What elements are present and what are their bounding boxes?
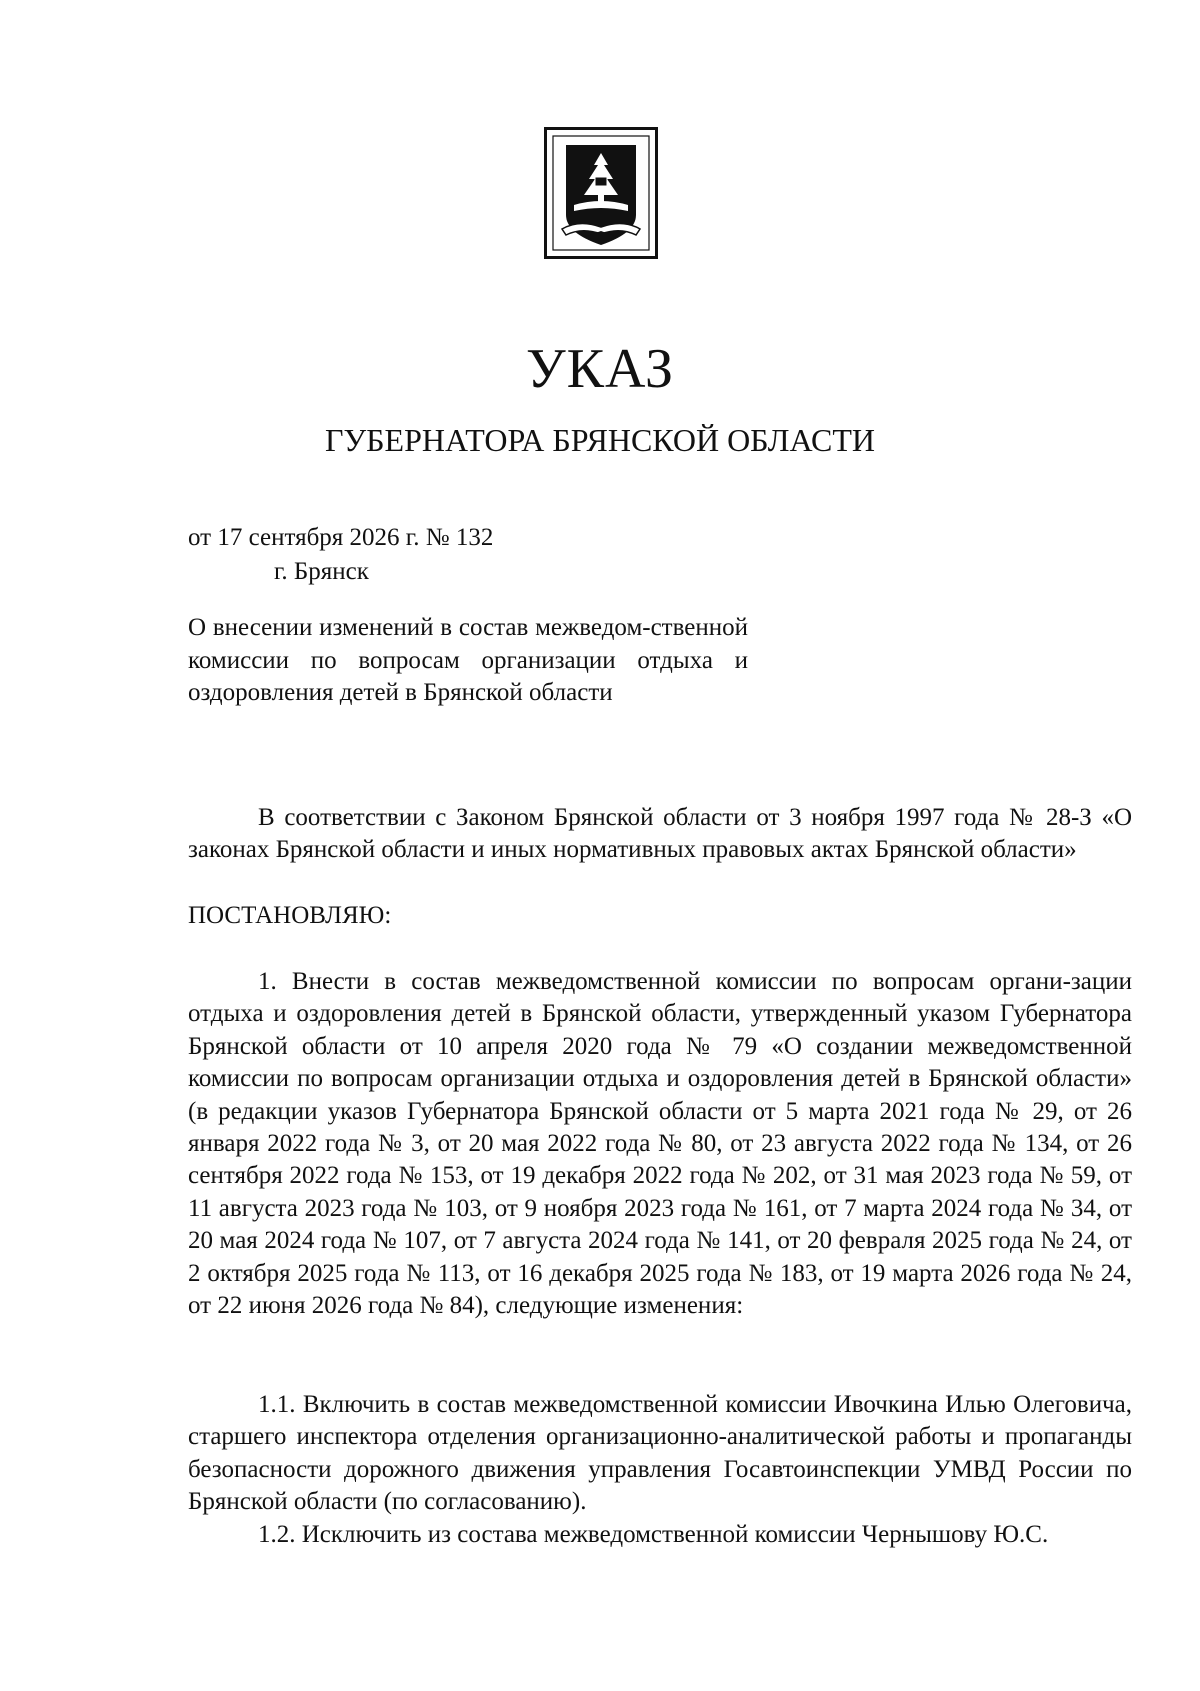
paragraph-1-2: 1.2. Исключить из состава межведомственной комиссии Чернышову Ю.С. <box>258 1521 1049 1548</box>
date-number: от 17 сентября 2026 г. № 132 <box>188 524 494 551</box>
city: г. Брянск <box>274 558 369 585</box>
document-subtitle: ГУБЕРНАТОРА БРЯНСКОЙ ОБЛАСТИ <box>325 422 875 458</box>
coat-of-arms-icon <box>544 127 658 259</box>
paragraph-1: 1. Внести в состав межведомственной комиссии по вопросам органи-зации отдыха и оздоровления детей в Брянской области, утвержденный указом Губернатора Брянской области от 10 апреля 2020 года № 79 «О создании межведомственной комиссии по вопросам организации отдыха и оздоровления детей в Брянской области» (в редакции указов Губернатора Брянской области от 5 марта 2021 года № 29, от 26 января 2022 года № 3, от 20 мая 2022 года № 80, от 23 августа 2022 года № 134, от 26 сентября 2022 года № 153, от 19 декабря 2022 года № 202, от 31 мая 2023 года № 59, от 11 августа 2023 года № 103, от 9 ноября 2023 года № 161, от 7 марта 2024 года № 34, от 20 мая 2024 года № 107, от 7 августа 2024 года № 141, от 20 февраля 2025 года № 24, от 2 октября 2025 года № 113, от 16 декабря 2025 года № 183, от 19 марта 2026 года № 24, от 22 июня 2026 года № 84), следующие изменения: <box>188 968 1132 1320</box>
decree-word: ПОСТАНОВЛЯЮ: <box>188 902 392 929</box>
intro-paragraph: В соответствии с Законом Брянской области от 3 ноября 1997 года № 28-З «О законах Брянской области и иных нормативных правовых актах Брянской области» <box>188 804 1132 864</box>
subject-heading: О внесении изменений в состав межведом-ственной комиссии по вопросам организации отдыха и оздоровления детей в Брянской области <box>188 614 748 706</box>
document-title: УКАЗ <box>525 338 675 400</box>
paragraph-1-1: 1.1. Включить в состав межведомственной комиссии Ивочкина Илью Олеговича, старшего инспектора отделения организационно-аналитической работы и пропаганды безопасности дорожного движения управления Госавтоинспекции УМВД России по Брянской области (по согласованию). <box>188 1391 1132 1516</box>
